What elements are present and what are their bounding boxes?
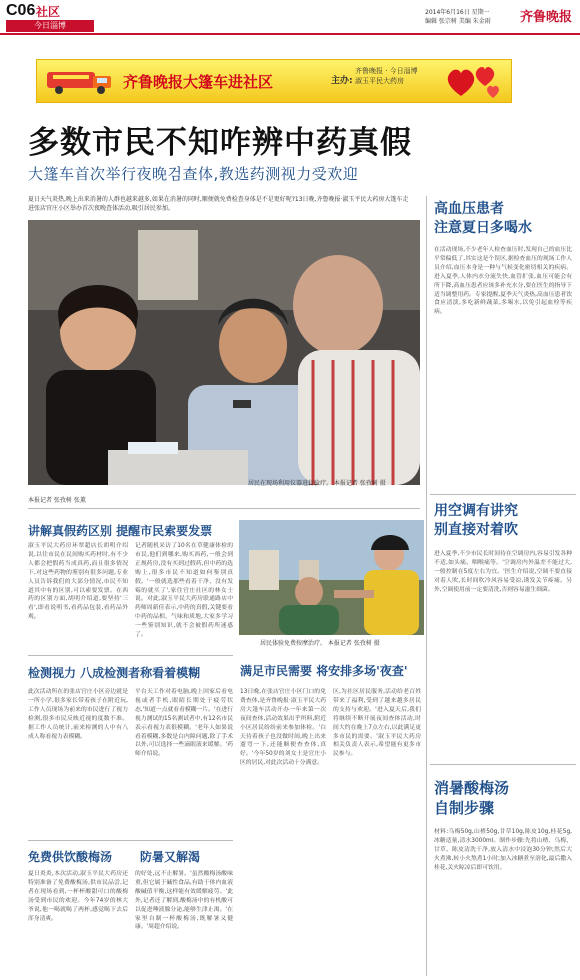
header-rule	[0, 33, 580, 35]
sidebar-heading-2: 用空调有讲究 别直接对着吹	[434, 503, 518, 538]
main-photo	[28, 220, 420, 485]
section-heading-4: 防暑又解渴	[140, 850, 201, 864]
column-divider	[426, 196, 427, 976]
organizer-2: 淑玉平民大药房	[355, 77, 404, 85]
section-2-text-col1: 此次活动所在的张店官庄小区旁边就是一所小学,很多家长带着孩子在附近玩,工作人员现场为前来的市民进行了视力检测,很多市民反映近视的度数不准。据工作人员统计,前来检测的人中有八成人称看视力表模糊。	[28, 689, 128, 740]
divider	[28, 508, 420, 509]
article-byline: 本报记者 张孜树 张薰	[28, 497, 86, 504]
section-3-text: 夏日炎炎,本次活动,淑玉平民大药房还特别准备了免费酸梅汤,供市民品尝,记者在现场看到,一杯杯酸甜可口的酸梅汤受到市民的欢迎。今年74岁的林大爷说,他一喝就喝了两杯,感觉喝下去后浑身清爽。	[28, 871, 128, 922]
lead-paragraph: 夏日天气炎热,晚上出来消暑的人群也越来越多,如果在消暑的同时,顺便就免费检查身体是不是更好呢?13日晚,齐鲁晚报·淑玉平民大药房大篷车走进张店官庄小区举办首次夜晚查体活动,吸引居民参加。	[28, 196, 409, 212]
page-code: C06	[6, 2, 36, 19]
divider	[28, 840, 233, 841]
divider	[28, 655, 233, 656]
van-icon	[45, 66, 115, 96]
massage-photo-illustration	[239, 520, 424, 635]
section-2-text-col2: 平台天工作对着电脑,晚上回家后看电视或者手机,眼睛长期处于疲劳状态,'知道一点就看看模糊一片。'在进行视力测试的15名测试者中,有12名市民表示看视力表很模糊。'老年人如果说看着模糊,多数是白内障问题,除了手术以外,可以选择一些滴眼液来缓解。'药师介绍说。	[135, 689, 233, 758]
page-subheadline: 大篷车首次举行夜晚검查体,教选药测视力受欢迎	[28, 165, 359, 183]
sidebar-heading-3: 消暑酸梅汤 自制步骤	[434, 779, 510, 817]
section-1-text-col1: 淑玉平民大药房环翠超店长胡明介绍说,以往市民在民间购买药材时,有不少人都会把假药当成真药,而且很多情况下,对这些药物的鉴别有很多问题,专业人员告诉我们的大部分情况,市民不知道其中有的区别,可以索要发票。在西药的区别方面,胡明介绍道,要坚持'三看',即看说明书,看药品包装,看药品外观。	[28, 543, 128, 621]
section-4-text: 的好处,远不止解暑。'虽然酸梅汤酸味重,但它属于碱性食品,有助于体内血液酸碱值平衡,这样能有效缓解疲劳。'此外,记者还了解到,酸梅汤中的有机酸可以促进唾液腺分泌,能够生津止渴。'在家里自制一杯酸梅汤,既解暑又健康。'周超介绍说。	[135, 871, 233, 931]
main-photo-illustration	[28, 220, 420, 485]
section-5-text-col1: 13日晚,在张店官庄小区门口的免费查体,是齐鲁晚报·淑玉平民大药房大篷车活动开办一年来第一次夜间查体,活动效果出乎所料,附近小区居民纷纷前来参加体检。'白天待着孩子也没做时间,晚上出来遛弯一下,还能顺便查查体,真好。'今年50岁的刘女士是官庄小区的居民,对此次活动十分满意。	[240, 689, 326, 767]
banner-host-label: 主办:	[331, 76, 353, 86]
section-heading-1: 讲解真假药区别 提醒市民索要发票	[28, 524, 213, 538]
main-photo-caption: 居民在现场利用仪器进行验疗。 本报记者 张孜树 摄	[248, 480, 386, 487]
organizer-1: 齐鲁晚报 · 今日淄博	[355, 67, 418, 75]
sidebar-text-1: 在活动现场,不少老年人检查血压时,发现自己的血压比平常偏低了,其实这是个误区,据检查血压的现场工作人员介绍,血压本身是一种与气候变化密切相关的疾病。进入夏季,人体内水分流失快,血管扩张,血压可能会有所下降,高血压患者应该多补充水分,要在医生的指导下适当调整用药。专家提醒,夏季天气炎热,高血压患者饮食应清淡,多吃新鲜蔬菜,多喝水,以免引起血栓等疾病。	[434, 247, 572, 316]
sidebar-text-3: 材料:乌梅50g,山楂50g,甘草10g,陈皮10g,桂花5g,冰糖适量,清水3000ml。制作步骤:先将山楂、乌梅、甘草、陈皮清洗干净,放入清水中浸泡30分钟;然后大火煮沸,转小火熬煮1小时;加入冰糖煮至溶化,最后撒入桂花,关火晾凉后即可饮用。	[434, 829, 572, 871]
banner-organizers	[355, 66, 418, 86]
event-banner	[36, 59, 512, 103]
page-headline: 多数市民不知咋辨中药真假	[28, 125, 412, 161]
section-heading-5: 满足市民需要 将安排多场'夜查'	[240, 664, 408, 678]
banner-title: 齐鲁晚报大篷车进社区	[123, 73, 274, 91]
editors: 编辑 张宗树 美编 朱金雨	[425, 18, 491, 25]
hearts-icon	[443, 62, 503, 100]
section-5-text-col2: 区,为社区居民服务,活动给老百姓带来了福利,受到了越来越多居民的支持与欢迎。'进入夏天后,我们将继续不断开展夜间查体活动,时间大约在晚上7点左右,以此满足更多市民的需要。'淑玉平民大药房相关负责人表示,希望能有更多市民参与。	[333, 689, 421, 758]
section-title: 社区	[36, 5, 61, 19]
section-heading-3: 免费供饮酸梅汤	[28, 850, 113, 864]
section-heading-2: 检测视力 八成检测者称看着模糊	[28, 666, 201, 680]
issue-date: 2014年6月16日 星期一	[425, 9, 490, 16]
massage-photo-caption: 居民体验免费按摩治疗。 本报记者 张孜树 摄	[260, 640, 380, 647]
divider	[430, 764, 576, 765]
newspaper-logo: 齐鲁晚报	[520, 10, 573, 25]
section-1-text-col2: 记者随机采访了10名在草健康体检的市民,他们到哪来,购买西药,一般会到正规药房,没有买到过假药,但中药的选购上,很多市民不知道如何鉴别真假。'一般就选那些看着干净、没有发霉的就买了',家住官庄社区的林女士说。对此,淑玉平民大药房联通路店中药师周新佳表示,中药的真假,关键要看中药的品相、气味和质地,大家多学习一些鉴别知识,就不会被假药所迷惑了。	[135, 543, 233, 639]
massage-photo	[239, 520, 424, 635]
sidebar-heading-1: 高血压患者 注意夏日多喝水	[434, 201, 532, 236]
divider	[430, 494, 576, 495]
sidebar-text-2: 进入夏季,不少市民长时间待在空调房内,容易引发各种不适,如头痛、咽喉痛等。'空调房内外温差不能过大,一般控制在5度左右为宜。'医生介绍说,空调不要直接对着人吹,长时间吹冷风容易受凉,诱发关节疼痛。另外,空调使用前一定要清洗,否则容易滋生细菌。	[434, 551, 572, 593]
section-tag: 今日淄博	[6, 20, 94, 32]
